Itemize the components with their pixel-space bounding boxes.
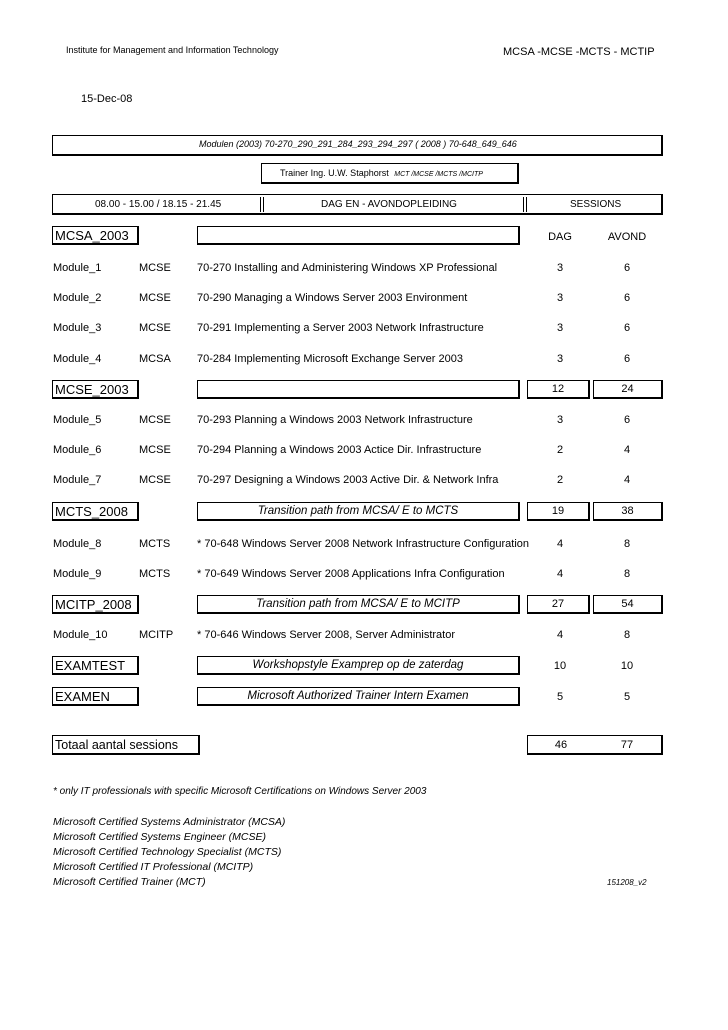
- document-date: 15-Dec-08: [81, 93, 133, 105]
- section-name: MCSE_2003: [55, 382, 129, 397]
- module-track: MCTS: [139, 538, 171, 550]
- trainer-line: [280, 168, 483, 178]
- section-name: MCTS_2008: [55, 504, 128, 519]
- cert-item: Microsoft Certified Technology Specialist (MCTS): [53, 846, 282, 858]
- module-track: MCSA: [139, 353, 171, 365]
- section-mcts-desc-box: [197, 502, 520, 521]
- section-mcts: [52, 502, 139, 521]
- institute-name: Institute for Management and Information Technology: [66, 45, 279, 55]
- module-id: Module_4: [53, 353, 102, 365]
- trainer-certs: MCT /MCSE /MCTS /MCITP: [394, 171, 483, 178]
- section-evening-total: 38: [621, 505, 634, 517]
- module-id: Module_10: [53, 629, 108, 641]
- section-evening-total: 10: [620, 660, 634, 672]
- module-evening: 6: [623, 353, 631, 365]
- table-row: [0, 444, 728, 460]
- section-mcse-day-box: [527, 380, 590, 399]
- trainer-banner: [261, 163, 519, 184]
- section-mcitp-desc-box: [197, 595, 520, 614]
- module-id: Module_9: [53, 568, 102, 580]
- module-day: 3: [556, 262, 564, 274]
- module-day: 2: [556, 474, 564, 486]
- column-evening-header: AVOND: [607, 231, 647, 243]
- section-mcse-desc-box: [197, 380, 520, 399]
- module-course: 70-293 Planning a Windows 2003 Network Infrastructure: [197, 414, 473, 426]
- section-mcitp: [52, 595, 139, 614]
- module-track: MCSE: [139, 322, 171, 334]
- module-id: Module_7: [53, 474, 102, 486]
- schedule-banner: [52, 194, 663, 215]
- total-label-box: [52, 735, 200, 755]
- total-evening: 77: [620, 739, 634, 751]
- module-course: 70-291 Implementing a Server 2003 Network Infrastructure: [197, 322, 484, 334]
- section-description: Workshopstyle Examprep op de zaterdag: [252, 659, 464, 671]
- module-track: MCSE: [139, 292, 171, 304]
- section-day-total: 27: [551, 598, 565, 610]
- section-description: Transition path from MCSA/ E to MCITP: [256, 598, 460, 610]
- section-name: EXAMEN: [55, 689, 110, 704]
- table-row: [0, 322, 728, 338]
- table-row: [0, 292, 728, 308]
- module-evening: 8: [623, 538, 631, 550]
- module-track: MCSE: [139, 444, 171, 456]
- section-name: MCITP_2008: [55, 597, 132, 612]
- section-day-total: 10: [553, 660, 567, 672]
- table-row: [0, 474, 728, 490]
- section-mcitp-evening-box: [593, 595, 663, 614]
- section-mcse-evening-box: [593, 380, 663, 399]
- module-track: MCSE: [139, 414, 171, 426]
- module-day: 4: [556, 629, 564, 641]
- section-examtest: [52, 656, 139, 675]
- module-day: 3: [556, 353, 564, 365]
- table-row: [0, 414, 728, 430]
- module-course: 70-270 Installing and Administering Windows XP Professional: [197, 262, 498, 274]
- certifications-list: [53, 815, 285, 890]
- module-course: 70-290 Managing a Windows Server 2003 Environment: [197, 292, 468, 304]
- module-day: 4: [556, 568, 564, 580]
- document-title: MCSA -MCSE -MCTS - MCTIP: [503, 46, 655, 58]
- modules-banner: [52, 135, 663, 156]
- section-examtest-desc-box: [197, 656, 520, 675]
- sessions-header: SESSIONS: [570, 199, 622, 210]
- module-course: 70-297 Designing a Windows 2003 Active Dir. & Network Infra: [197, 474, 499, 486]
- section-description: Transition path from MCSA/ E to MCTS: [257, 505, 459, 517]
- section-mcsa-desc-box: [197, 226, 520, 245]
- module-evening: 6: [623, 322, 631, 334]
- section-evening-total: 24: [621, 383, 634, 395]
- modules-line: Modulen (2003) 70-270_290_291_284_293_294_297 ( 2008 ) 70-648_649_646: [199, 139, 517, 149]
- module-track: MCSE: [139, 262, 171, 274]
- module-course: 70-284 Implementing Microsoft Exchange Server 2003: [197, 353, 463, 365]
- total-day: 46: [554, 739, 568, 751]
- module-id: Module_5: [53, 414, 102, 426]
- schedule-hours: 08.00 - 15.00 / 18.15 - 21.45: [95, 199, 222, 210]
- total-label: Totaal aantal sessions: [55, 738, 178, 752]
- cert-item: Microsoft Certified Trainer (MCT): [53, 876, 206, 888]
- module-day: 3: [556, 292, 564, 304]
- section-name: EXAMTEST: [55, 658, 126, 673]
- column-day-header: DAG: [548, 231, 572, 243]
- version-label: 151208_v2: [607, 878, 647, 887]
- cert-item: Microsoft Certified Systems Engineer (MCSE): [53, 831, 266, 843]
- section-day-total: 5: [556, 691, 564, 703]
- section-evening-total: 54: [621, 598, 634, 610]
- section-day-total: 19: [551, 505, 565, 517]
- section-name: MCSA_2003: [55, 228, 129, 243]
- module-evening: 6: [623, 414, 631, 426]
- cert-item: Microsoft Certified IT Professional (MCITP): [53, 861, 254, 873]
- module-evening: 6: [623, 262, 631, 274]
- section-examen: [52, 687, 139, 706]
- module-course: * 70-646 Windows Server 2008, Server Administrator: [197, 629, 456, 641]
- section-description: Microsoft Authorized Trainer Intern Examen: [247, 690, 469, 702]
- module-day: 4: [556, 538, 564, 550]
- module-id: Module_1: [53, 262, 102, 274]
- module-day: 3: [556, 414, 564, 426]
- module-day: 3: [556, 322, 564, 334]
- module-id: Module_6: [53, 444, 102, 456]
- module-track: MCITP: [139, 629, 174, 641]
- table-row: [0, 538, 728, 554]
- module-evening: 4: [623, 474, 631, 486]
- section-mcts-evening-box: [593, 502, 663, 521]
- module-id: Module_2: [53, 292, 102, 304]
- section-mcsa: [52, 226, 139, 245]
- module-evening: 8: [623, 629, 631, 641]
- table-row: [0, 568, 728, 584]
- total-values-box: [527, 735, 663, 755]
- table-row: [0, 262, 728, 278]
- module-course: * 70-649 Windows Server 2008 Applications Infra Configuration: [197, 568, 505, 580]
- module-id: Module_3: [53, 322, 102, 334]
- cert-item: Microsoft Certified Systems Administrator (MCSA): [53, 816, 286, 828]
- module-course: 70-294 Planning a Windows 2003 Actice Dir. Infrastructure: [197, 444, 482, 456]
- section-mcts-day-box: [527, 502, 590, 521]
- module-track: MCTS: [139, 568, 171, 580]
- section-evening-total: 5: [623, 691, 631, 703]
- section-day-total: 12: [551, 383, 565, 395]
- section-mcitp-day-box: [527, 595, 590, 614]
- trainer-name: Trainer Ing. U.W. Staphorst: [280, 168, 389, 178]
- program-mode: DAG EN - AVONDOPLEIDING: [321, 199, 457, 210]
- table-row: [0, 353, 728, 369]
- section-examen-desc-box: [197, 687, 520, 706]
- module-track: MCSE: [139, 474, 171, 486]
- module-day: 2: [556, 444, 564, 456]
- section-mcse: [52, 380, 139, 399]
- footnote: * only IT professionals with specific Microsoft Certifications on Windows Server 2003: [53, 786, 427, 797]
- module-id: Module_8: [53, 538, 102, 550]
- module-evening: 4: [623, 444, 631, 456]
- module-evening: 8: [623, 568, 631, 580]
- table-row: [0, 629, 728, 645]
- module-course: * 70-648 Windows Server 2008 Network Infrastructure Configuration: [197, 538, 529, 550]
- module-evening: 6: [623, 292, 631, 304]
